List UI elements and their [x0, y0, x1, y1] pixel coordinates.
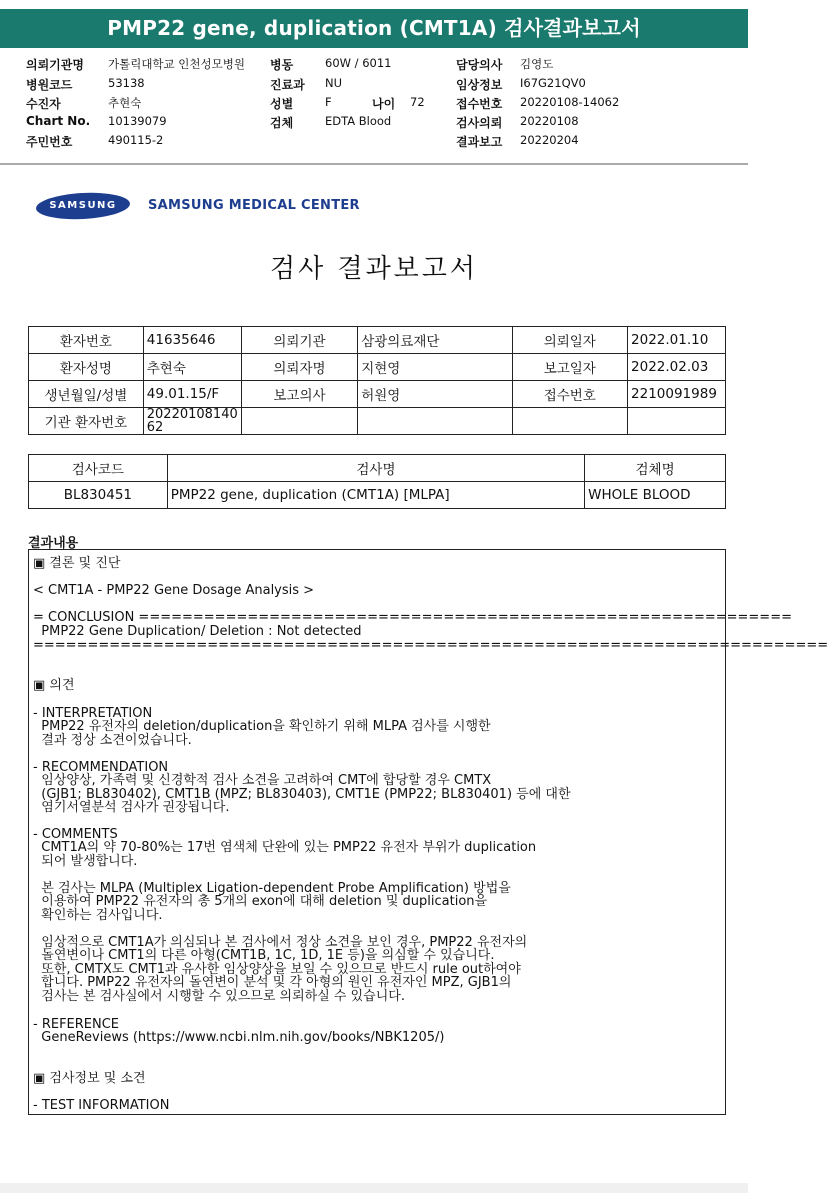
patient-field-label: 보고일자 [512, 354, 627, 381]
meta-value: 10139079 [108, 114, 167, 128]
patient-table-row [29, 354, 726, 381]
result-line: 본 검사는 MLPA (Multiplex Ligation-dependent Probe Amplification) 방법을 [33, 881, 511, 896]
patient-info-table [28, 326, 726, 435]
order-meta [0, 56, 748, 156]
patient-field-value: 20220108140 62 [143, 408, 241, 435]
meta-row [0, 56, 748, 75]
result-line: ▣ 검사정보 및 소견 [33, 1071, 146, 1086]
patient-field-label: 환자번호 [29, 327, 144, 354]
test-name: PMP22 gene, duplication (CMT1A) [MLPA] [167, 482, 584, 509]
result-line: GeneReviews (https://www.ncbi.nlm.nih.gov/books/NBK1205/) [33, 1030, 445, 1045]
meta-label: 병원코드 [26, 78, 73, 92]
meta-row [0, 133, 748, 152]
patient-field-value: 허원영 [358, 381, 512, 408]
result-line: - INTERPRETATION [33, 706, 153, 721]
patient-table-row [29, 327, 726, 354]
result-line: 임상적으로 CMT1A가 의심되나 본 검사에서 정상 소견을 보인 경우, PMP22 유전자의 [33, 935, 528, 950]
result-line: 이용하여 PMP22 유전자의 총 5개의 exon에 대해 deletion 및 duplication을 [33, 894, 488, 909]
patient-field-value [628, 408, 726, 435]
meta-value: F [325, 95, 332, 109]
meta-value: 490115-2 [108, 133, 164, 147]
result-line: 검사는 본 검사실에서 시행할 수 있으므로 의뢰하실 수 있습니다. [33, 989, 405, 1004]
header-test-name: 검사명 [167, 455, 584, 482]
patient-table-row [29, 408, 726, 435]
meta-label: 결과보고 [456, 135, 503, 149]
meta-label: 검사의뢰 [456, 116, 503, 130]
patient-field-label: 보고의사 [241, 381, 357, 408]
result-line: 되어 발생합니다. [33, 854, 138, 869]
result-line: 합니다. PMP22 유전자의 돌연변이 분석 및 각 아형의 원인 유전자인 MPZ, GJB1의 [33, 975, 512, 990]
patient-field-value: 41635646 [143, 327, 241, 354]
patient-field-value [358, 408, 512, 435]
result-line: - REFERENCE [33, 1017, 120, 1032]
meta-row [0, 76, 748, 95]
meta-value: 김영도 [520, 57, 554, 71]
patient-field-label [241, 408, 357, 435]
meta-value: EDTA Blood [325, 114, 392, 128]
patient-field-label: 의뢰자명 [241, 354, 357, 381]
result-line: 확인하는 검사입니다. [33, 908, 163, 923]
meta-value: 60W / 6011 [325, 56, 392, 70]
specimen-name: WHOLE BLOOD [585, 482, 726, 509]
patient-field-label: 기관 환자번호 [29, 408, 144, 435]
result-line: < CMT1A - PMP22 Gene Dosage Analysis > [33, 583, 315, 598]
result-line: = CONCLUSION ============================================================ [33, 610, 792, 625]
result-line: 결과 정상 소견이었습니다. [33, 733, 192, 748]
age-label: 나이 [372, 97, 396, 111]
patient-field-value: 추현숙 [143, 354, 241, 381]
meta-value: I67G21QV0 [520, 76, 586, 90]
samsung-logo-text: SAMSUNG [49, 200, 117, 211]
header-specimen: 검체명 [585, 455, 726, 482]
report-heading: 검사 결과보고서 [269, 254, 479, 284]
meta-label: Chart No. [26, 114, 91, 128]
meta-value: 가톨릭대학교 인천성모병원 [108, 57, 245, 71]
patient-field-label: 접수번호 [512, 381, 627, 408]
patient-table-row [29, 381, 726, 408]
meta-value: 53138 [108, 76, 145, 90]
meta-value: 20220108 [520, 114, 579, 128]
patient-field-label: 생년월일/성별 [29, 381, 144, 408]
result-line: - RECOMMENDATION [33, 760, 169, 775]
meta-label: 성별 [270, 97, 294, 111]
patient-field-label: 의뢰일자 [512, 327, 627, 354]
meta-label: 의뢰기관명 [26, 58, 84, 72]
meta-value: 추현숙 [108, 96, 142, 110]
test-table-row [29, 482, 726, 509]
result-line: ▣ 의견 [33, 678, 75, 693]
test-code: BL830451 [29, 482, 168, 509]
patient-field-label: 환자성명 [29, 354, 144, 381]
patient-field-value: 2022.02.03 [628, 354, 726, 381]
header-test-code: 검사코드 [29, 455, 168, 482]
meta-divider [0, 163, 748, 165]
result-section-title: 결과내용 [28, 536, 79, 551]
patient-field-value: 지현영 [358, 354, 512, 381]
meta-label: 진료과 [270, 78, 305, 92]
meta-label: 수진자 [26, 97, 61, 111]
patient-field-label: 의뢰기관 [241, 327, 357, 354]
meta-label: 담당의사 [456, 58, 503, 72]
result-line: - COMMENTS [33, 827, 118, 842]
result-line: CMT1A의 약 70-80%는 17번 염색체 단완에 있는 PMP22 유전자 부위가 duplication [33, 840, 537, 855]
result-content [28, 549, 828, 1115]
age-value: 72 [410, 95, 425, 109]
result-line: PMP22 유전자의 deletion/duplication을 확인하기 위해 MLPA 검사를 시행한 [33, 719, 491, 734]
result-line: 임상양상, 가족력 및 신경학적 검사 소견을 고려하여 CMT에 합당할 경우 CMTX [33, 773, 492, 788]
result-line: ▣ 결론 및 진단 [33, 556, 121, 571]
meta-row [0, 95, 748, 114]
meta-label: 주민번호 [26, 135, 73, 149]
meta-label: 접수번호 [456, 97, 503, 111]
meta-label: 임상정보 [456, 78, 503, 92]
result-line: 또한, CMTX도 CMT1과 유사한 임상양상을 보일 수 있으므로 반드시 rule out하여야 [33, 962, 521, 977]
report-title: PMP22 gene, duplication (CMT1A) 검사결과보고서 [0, 9, 748, 48]
patient-field-value: 삼광의료재단 [358, 327, 512, 354]
meta-label: 검체 [270, 116, 294, 130]
smc-logo [36, 193, 366, 221]
test-info-table [28, 454, 726, 509]
result-line: 돌연변이나 CMT1의 다른 아형(CMT1B, 1C, 1D, 1E 등)을 의심할 수 있습니다. [33, 948, 495, 963]
footer-strip [0, 1183, 748, 1193]
result-line: 염기서열분석 검사가 권장됩니다. [33, 800, 230, 815]
meta-label: 병동 [270, 58, 294, 72]
result-line: (GJB1; BL830402), CMT1B (MPZ; BL830403), CMT1E (PMP22; BL830401) 등에 대한 [33, 787, 571, 802]
meta-row [0, 114, 748, 133]
patient-field-value: 49.01.15/F [143, 381, 241, 408]
test-table-header-row [29, 455, 726, 482]
meta-value: 20220108-14062 [520, 95, 620, 109]
meta-value: NU [325, 76, 343, 90]
result-line: - TEST INFORMATION [33, 1098, 170, 1113]
patient-field-label [512, 408, 627, 435]
patient-field-value: 2210091989 [628, 381, 726, 408]
meta-value: 20220204 [520, 133, 579, 147]
patient-field-value: 2022.01.10 [628, 327, 726, 354]
result-line: ========================================================================= [33, 638, 828, 653]
result-line: PMP22 Gene Duplication/ Deletion : Not detected [33, 624, 362, 639]
medical-center-name: SAMSUNG MEDICAL CENTER [148, 198, 360, 213]
